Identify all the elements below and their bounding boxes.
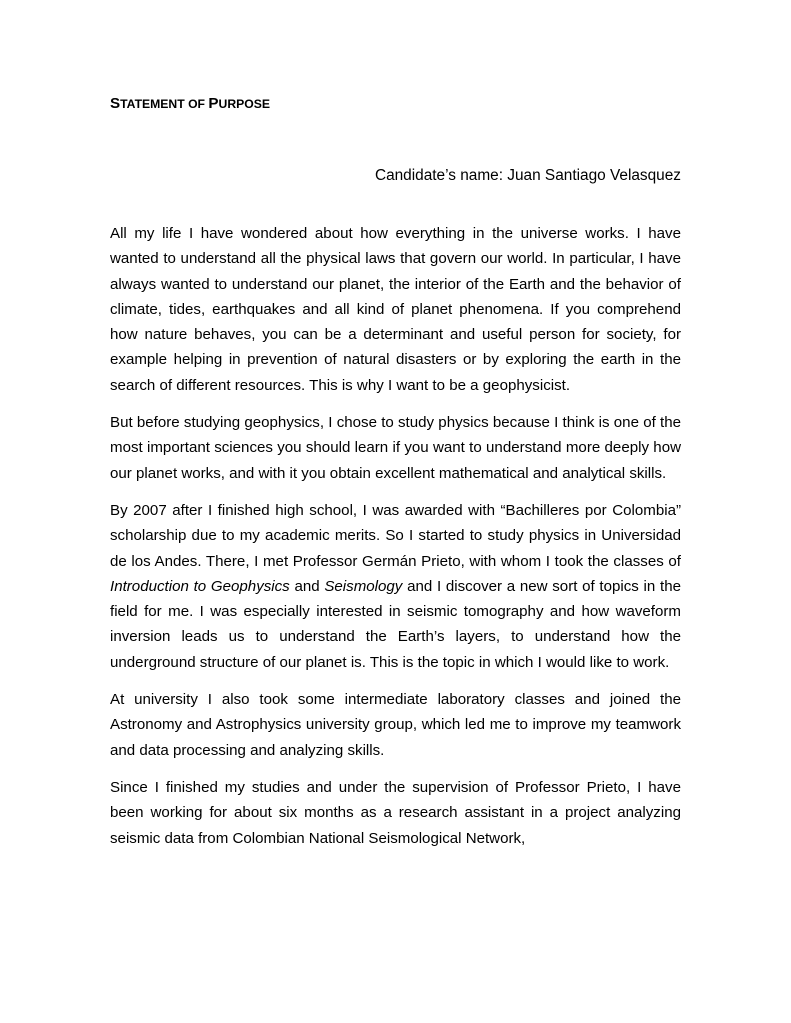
title-part-1: TATEMENT OF xyxy=(120,97,209,111)
document-body xyxy=(110,221,681,851)
paragraph-3 xyxy=(110,498,681,675)
title-part-2: URPOSE xyxy=(218,97,270,111)
title-initial-p: P xyxy=(208,95,219,112)
paragraph-1: All my life I have wondered about how everything in the universe works. I have wanted to understand all the physical laws that govern our world. In particular, I have always wanted to understand our planet, the interior of the Earth and the behavior of climate, tides, earthquakes and all kind of planet phenomena. If you comprehend how nature behaves, you can be a determinant and useful person for society, for example helping in prevention of natural disasters or by exploring the earth in the search of different resources. This is why I want to be a geophysicist. xyxy=(110,225,681,394)
paragraph-2: But before studying geophysics, I chose to study physics because I think is one of the most important sciences you should learn if you want to understand more deeply how our planet works, and with it you obtain excellent mathematical and analytical skills. xyxy=(110,414,681,482)
paragraph-3-text-b: and xyxy=(289,577,325,595)
document-title xyxy=(110,93,681,115)
paragraph-3-text-a: By 2007 after I finished high school, I was awarded with “Bachilleres por Colombia” scholarship due to my academic merits. So I started to study physics in Universidad de los Andes. There, I met Professor Germán Prieto, with whom I took the classes of xyxy=(110,501,681,570)
candidate-name-line: Candidate’s name: Juan Santiago Velasquez xyxy=(374,167,681,184)
paragraph-5: Since I finished my studies and under the supervision of Professor Prieto, I have been working for about six months as a research assistant in a project analyzing seismic data from Colombian National Seismological Network, xyxy=(110,778,681,847)
document-page xyxy=(110,93,681,863)
paragraph-3-text-c: and I discover a new sort of topics in the field for me. I was especially interested in seismic tomography and how waveform inversion leads us to understand the Earth’s layers, to understand how the underground structure of our planet is. This is the topic in which I would like to work. xyxy=(110,577,681,671)
title-initial-s: S xyxy=(110,95,121,112)
course-seismology: Seismology xyxy=(324,577,403,595)
course-introduction-to-geophysics: Introduction to Geophysics xyxy=(110,577,290,595)
paragraph-4: At university I also took some intermediate laboratory classes and joined the Astronomy and Astrophysics university group, which led me to improve my teamwork and data processing and analyzing skills. xyxy=(110,691,681,759)
